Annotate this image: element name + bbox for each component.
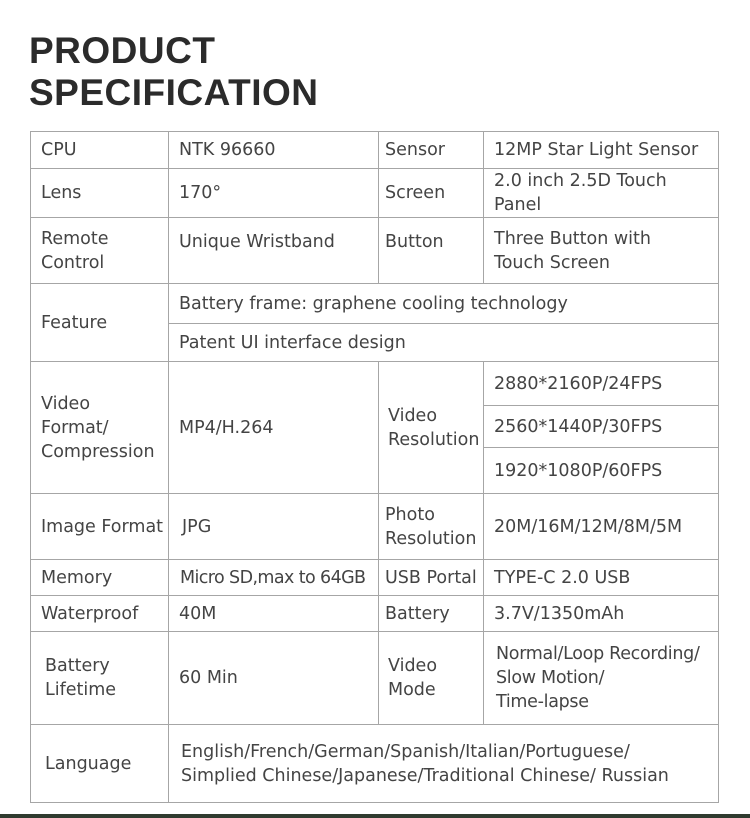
remote-value: Unique Wristband bbox=[169, 218, 379, 284]
video-resolution-label-line: Resolution bbox=[388, 429, 480, 450]
battery-lifetime-label-line: Lifetime bbox=[45, 680, 117, 700]
spec-row-video-1 bbox=[31, 362, 719, 406]
spec-row-battery-lifetime bbox=[31, 632, 719, 725]
video-mode-label-line: Video bbox=[388, 656, 438, 676]
language-value-line: Simplied Chinese/Japanese/Traditional Chinese/ Russian bbox=[181, 765, 669, 786]
image-format-value: JPG bbox=[169, 494, 379, 560]
language-value-line: English/French/German/Spanish/Italian/Portuguese/ bbox=[181, 741, 630, 762]
video-format-value: MP4/H.264 bbox=[169, 362, 379, 494]
button-value-line: Three Button with bbox=[494, 228, 651, 249]
memory-value: Micro SD,max to 64GB bbox=[169, 560, 379, 596]
video-mode-value-line: Slow Motion/ bbox=[496, 668, 605, 688]
button-value-line: Touch Screen bbox=[494, 252, 610, 273]
photo-resolution-label bbox=[379, 494, 484, 560]
screen-value: 2.0 inch 2.5D Touch Panel bbox=[484, 169, 719, 218]
lens-value: 170° bbox=[169, 169, 379, 218]
battery-label: Battery bbox=[379, 596, 484, 632]
battery-value: 3.7V/1350mAh bbox=[484, 596, 719, 632]
spec-table bbox=[30, 131, 719, 803]
spec-row-image bbox=[31, 494, 719, 560]
lens-label: Lens bbox=[31, 169, 169, 218]
video-format-label bbox=[31, 362, 169, 494]
image-format-label: Image Format bbox=[31, 494, 169, 560]
usb-label: USB Portal bbox=[379, 560, 484, 596]
video-mode-label bbox=[379, 632, 484, 725]
video-resolution-2: 2560*1440P/30FPS bbox=[484, 406, 719, 448]
spec-row-remote bbox=[31, 218, 719, 284]
battery-lifetime-label bbox=[31, 632, 169, 725]
language-label: Language bbox=[31, 725, 169, 803]
spec-row-cpu bbox=[31, 132, 719, 169]
video-mode-value bbox=[484, 632, 719, 725]
photo-resolution-value: 20M/16M/12M/8M/5M bbox=[484, 494, 719, 560]
video-format-label-line: Video bbox=[41, 393, 91, 414]
remote-label-line: Remote bbox=[41, 228, 109, 249]
bottom-bar bbox=[0, 814, 750, 818]
remote-label-line: Control bbox=[41, 252, 105, 273]
sensor-label: Sensor bbox=[379, 132, 484, 169]
spec-row-waterproof bbox=[31, 596, 719, 632]
video-resolution-1: 2880*2160P/24FPS bbox=[484, 362, 719, 406]
button-label: Button bbox=[379, 218, 484, 284]
feature-value-1: Battery frame: graphene cooling technology bbox=[169, 284, 719, 324]
video-mode-label-line: Mode bbox=[388, 680, 436, 700]
video-mode-value-line: Time-lapse bbox=[496, 692, 589, 712]
title-line-1: PRODUCT bbox=[29, 30, 216, 71]
battery-lifetime-value: 60 Min bbox=[169, 632, 379, 725]
video-resolution-3: 1920*1080P/60FPS bbox=[484, 448, 719, 494]
video-format-label-line: Compression bbox=[41, 441, 155, 462]
memory-label: Memory bbox=[31, 560, 169, 596]
feature-value-2: Patent UI interface design bbox=[169, 324, 719, 362]
remote-label bbox=[31, 218, 169, 284]
waterproof-label: Waterproof bbox=[31, 596, 169, 632]
cpu-value: NTK 96660 bbox=[169, 132, 379, 169]
video-mode-value-line: Normal/Loop Recording/ bbox=[496, 644, 700, 664]
spec-row-language bbox=[31, 725, 719, 803]
spec-row-memory bbox=[31, 560, 719, 596]
video-format-label-line: Format/ bbox=[41, 417, 109, 438]
battery-lifetime-label-line: Battery bbox=[45, 656, 110, 676]
usb-value: TYPE-C 2.0 USB bbox=[484, 560, 719, 596]
title-line-2: SPECIFICATION bbox=[29, 72, 319, 113]
video-resolution-label-line: Video bbox=[388, 405, 438, 426]
photo-resolution-label-line: Photo bbox=[385, 504, 435, 525]
feature-label: Feature bbox=[31, 284, 169, 362]
button-value bbox=[484, 218, 719, 284]
waterproof-value: 40M bbox=[169, 596, 379, 632]
language-value bbox=[169, 725, 719, 803]
spec-row-lens bbox=[31, 169, 719, 218]
spec-row-feature-1 bbox=[31, 284, 719, 324]
screen-label: Screen bbox=[379, 169, 484, 218]
page-title bbox=[29, 30, 319, 114]
photo-resolution-label-line: Resolution bbox=[385, 528, 477, 549]
sensor-value: 12MP Star Light Sensor bbox=[484, 132, 719, 169]
cpu-label: CPU bbox=[31, 132, 169, 169]
video-resolution-label bbox=[379, 362, 484, 494]
